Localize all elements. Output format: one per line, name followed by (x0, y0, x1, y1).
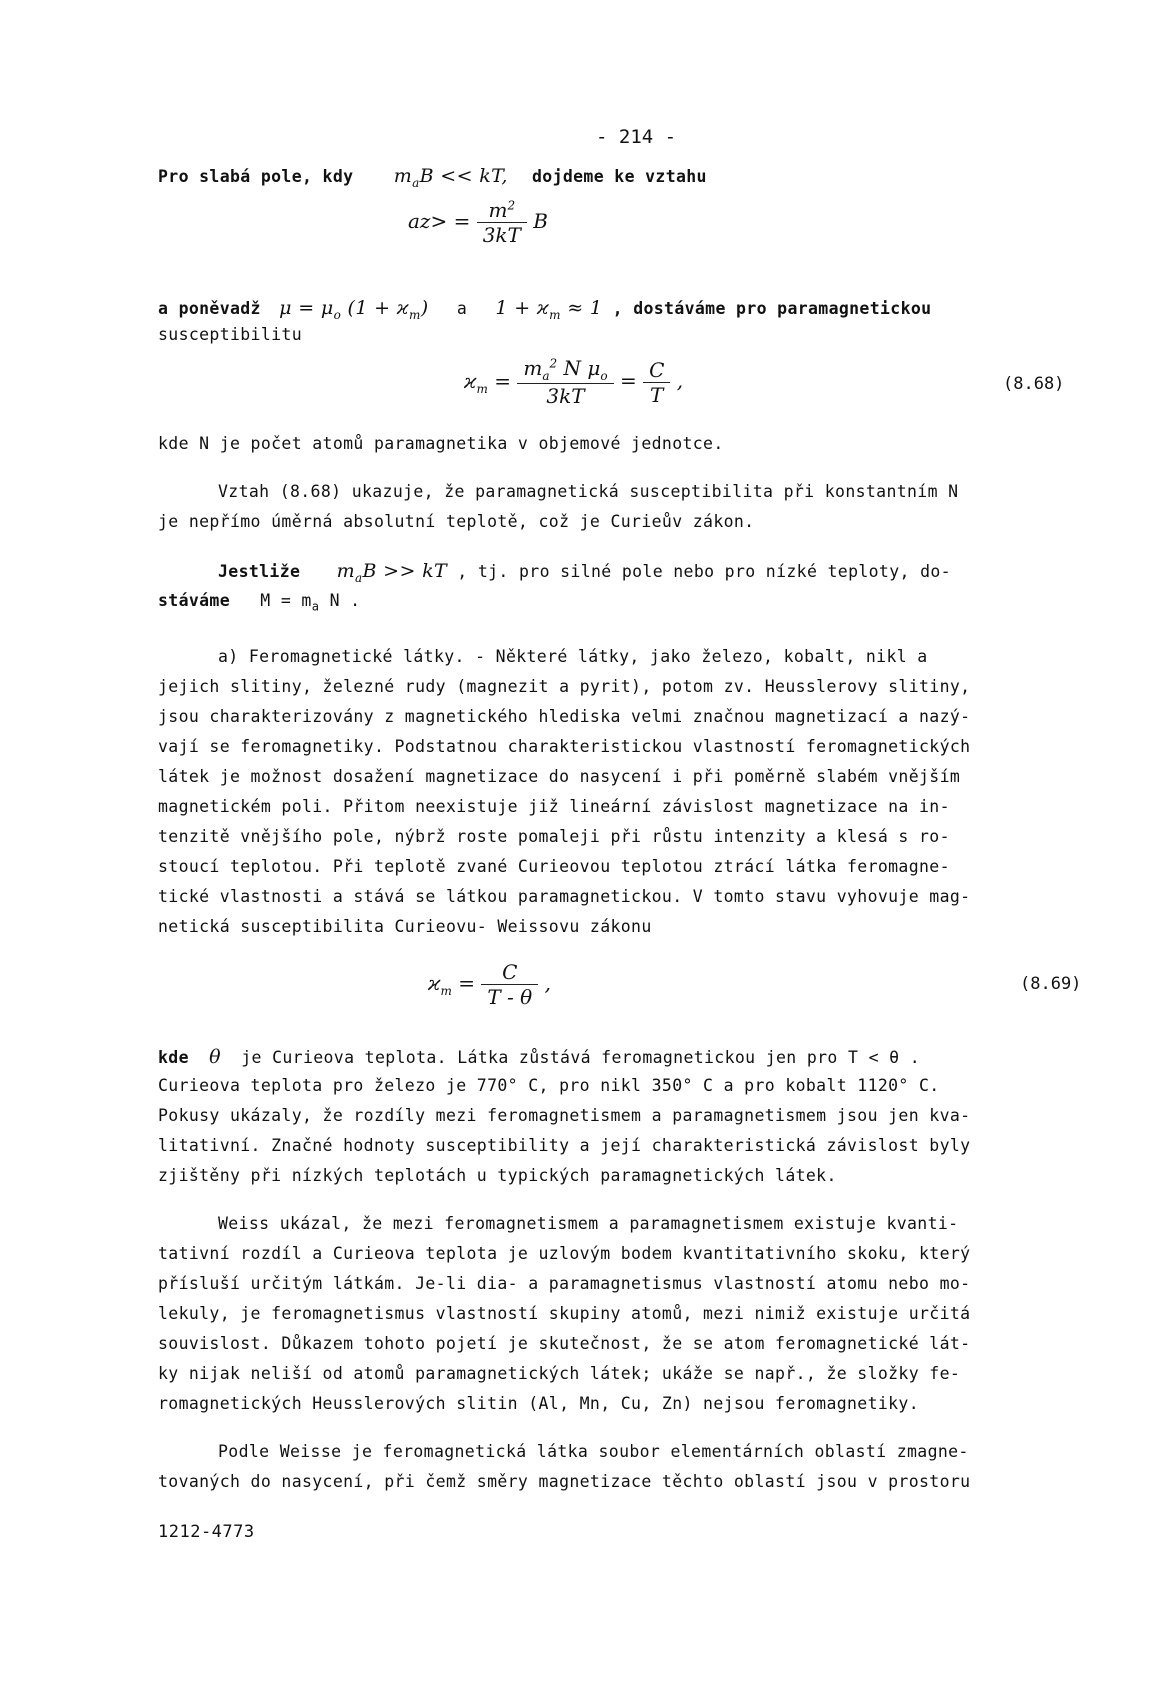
since-lead: a poněvadž (158, 299, 261, 318)
since-line-2: susceptibilitu (158, 325, 302, 344)
curie-law-line-2: je nepřímo úměrná absolutní teplotě, což je Curieův zákon. (158, 512, 755, 531)
weak-field-condition: $m_aB$ << kT, (393, 165, 508, 190)
document-id: 1212-4773 (158, 1522, 255, 1542)
eq-869-denominator: T - θ (487, 985, 533, 1009)
eq-868-fraction-1 (517, 356, 613, 408)
eq-869-trail: , (544, 971, 551, 995)
eq-868-lhs: $ϰ_m$ = (464, 368, 511, 396)
theta-symbol: θ (209, 1046, 221, 1068)
eq-868-denominator-1: 3kT (546, 384, 585, 408)
since-tail: , dostáváme pro paramagnetickou (612, 299, 932, 318)
ferro-line-5: látek je možnost dosažení magnetizace do nasycení i při poměrně slabém vnějším (158, 767, 961, 786)
page-number: - 214 - (596, 126, 677, 148)
weiss-line-1: Weiss ukázal, že mezi feromagnetismem a paramagnetismem existuje kvanti- (218, 1214, 959, 1233)
ferro-line-9: tické vlastnosti a stává se látkou paramagnetickou. V tomto stavu vyhovuje mag- (158, 887, 971, 906)
mean-moment-lhs: az> = (408, 209, 471, 233)
eq-868-numerator-1: $m_a^2$ N $\mu_o$ (517, 356, 613, 384)
eq-869-numerator: C (481, 960, 538, 985)
strong-field-line-2 (158, 591, 360, 613)
strong-field-lead: Jestliže (218, 562, 301, 581)
eq-868-denominator-2: T (650, 382, 664, 407)
mean-moment-equation (408, 198, 548, 247)
approximation-expression: $1 + ϰ_m \approx 1$ (495, 297, 603, 322)
ferro-line-4: vají se feromagnetiky. Podstatnou charakteristickou vlastností feromagnetických (158, 737, 971, 756)
mean-moment-fraction (477, 198, 527, 247)
weiss-line-7: romagnetických Heusslerových slitin (Al, Mn, Cu, Zn) nejsou feromagnetiky. (158, 1394, 920, 1413)
ferro-line-6: magnetickém poli. Přitom neexistuje již lineární závislost magnetizace na in- (158, 797, 950, 816)
weiss-line-5: souvislost. Důkazem tohoto pojetí je skutečnost, že se atom feromagnetické lát- (158, 1334, 971, 1353)
curie-temp-line-4: litativní. Značné hodnoty susceptibility a její charakteristická závislost byly (158, 1136, 971, 1155)
intro-tail: dojdeme ke vztahu (532, 167, 707, 186)
curie-temp-line-1 (158, 1046, 920, 1068)
mean-moment-numerator: $m^2$ (477, 198, 527, 223)
curie-temp-tail: je Curieova teplota. Látka zůstává feromagnetickou jen pro T < θ . (241, 1048, 920, 1067)
weiss-line-2: tativní rozdíl a Curieova teplota je uzlovým bodem kvantitativního skoku, který (158, 1244, 971, 1263)
strong-field-line (218, 560, 951, 585)
ferro-line-8: stoucí teplotou. Při teplotě zvané Curieovou teplotou ztrácí látka feromagne- (158, 857, 950, 876)
ferro-line-2: jejich slitiny, železné rudy (magnezit a pyrit), potom zv. Heusslerovy slitiny, (158, 677, 971, 696)
intro-line (158, 165, 707, 190)
weiss-line-4: lekuly, je feromagnetismus vlastností skupiny atomů, mezi nimiž existuje určitá (158, 1304, 971, 1323)
ferro-line-10: netická susceptibilita Curieovu- Weissovu zákonu (158, 917, 652, 936)
domain-line-1: Podle Weisse je feromagnetická látka soubor elementárních oblastí zmagne- (218, 1442, 969, 1461)
curie-temp-line-5: zjištěny při nízkých teplotách u typických paramagnetických látek. (158, 1166, 837, 1185)
eq-868-mid: = (619, 368, 637, 393)
equation-number-8-69: (8.69) (1020, 974, 1082, 994)
eq-869-fraction (481, 960, 538, 1009)
ferro-line-7: tenzitě vnějšího pole, nýbrž roste pomaleji při růstu intenzity a klesá s ro- (158, 827, 950, 846)
equation-number-8-68: (8.68) (1003, 374, 1065, 394)
ferro-line-3: jsou charakterizovány z magnetického hlediska velmi značnou magnetizací a nazý- (158, 707, 971, 726)
strong-field-condition: $m_aB$ >> kT (336, 560, 447, 585)
mean-moment-denominator: 3kT (482, 223, 521, 247)
equation-8-68 (464, 356, 683, 408)
intro-lead: Pro slabá pole, kdy (158, 167, 354, 186)
ferro-line-1: a) Feromagnetické látky. - Některé látky, jako železo, kobalt, nikl a (218, 647, 928, 666)
since-and: a (456, 299, 468, 318)
where-n-line: kde N je počet atomů paramagnetika v objemové jednotce. (158, 434, 724, 453)
weiss-line-6: ky nijak neliší od atomů paramagnetických látek; ukáže se např., že složky fe- (158, 1364, 961, 1383)
curie-temp-line-3: Pokusy ukázaly, že rozdíly mezi feromagnetismem a paramagnetismem jsou jen kva- (158, 1106, 971, 1125)
weiss-line-3: přísluší určitým látkám. Je-li dia- a paramagnetismus vlastností atomu nebo mo- (158, 1274, 971, 1293)
eq-868-numerator-2: C (643, 358, 670, 383)
equation-8-69 (428, 960, 551, 1009)
curie-temp-line-2: Curieova teplota pro železo je 770° C, pro nikl 350° C a pro kobalt 1120° C. (158, 1076, 940, 1095)
curie-law-line-1: Vztah (8.68) ukazuje, že paramagnetická susceptibilita při konstantním N (218, 482, 959, 501)
eq-869-lhs: $ϰ_m$ = (428, 971, 475, 998)
magnetization-expression: $M = m_a$ N . (260, 591, 361, 614)
strong-field-tail: , tj. pro silné pole nebo pro nízké teploty, do- (457, 562, 951, 581)
domain-line-2: tovaných do nasycení, při čemž směry magnetizace těchto oblastí jsou v prostoru (158, 1472, 971, 1491)
since-line (158, 297, 931, 322)
mean-moment-rhs: B (533, 209, 548, 233)
curie-temp-lead: kde (158, 1048, 189, 1067)
permeability-expression: $\mu = \mu_o$ $(1 + ϰ_m)$ (279, 297, 429, 322)
eq-868-fraction-2 (643, 358, 670, 407)
strong-field-line2-lead: stáváme (158, 591, 230, 610)
eq-868-trail: , (676, 368, 684, 393)
